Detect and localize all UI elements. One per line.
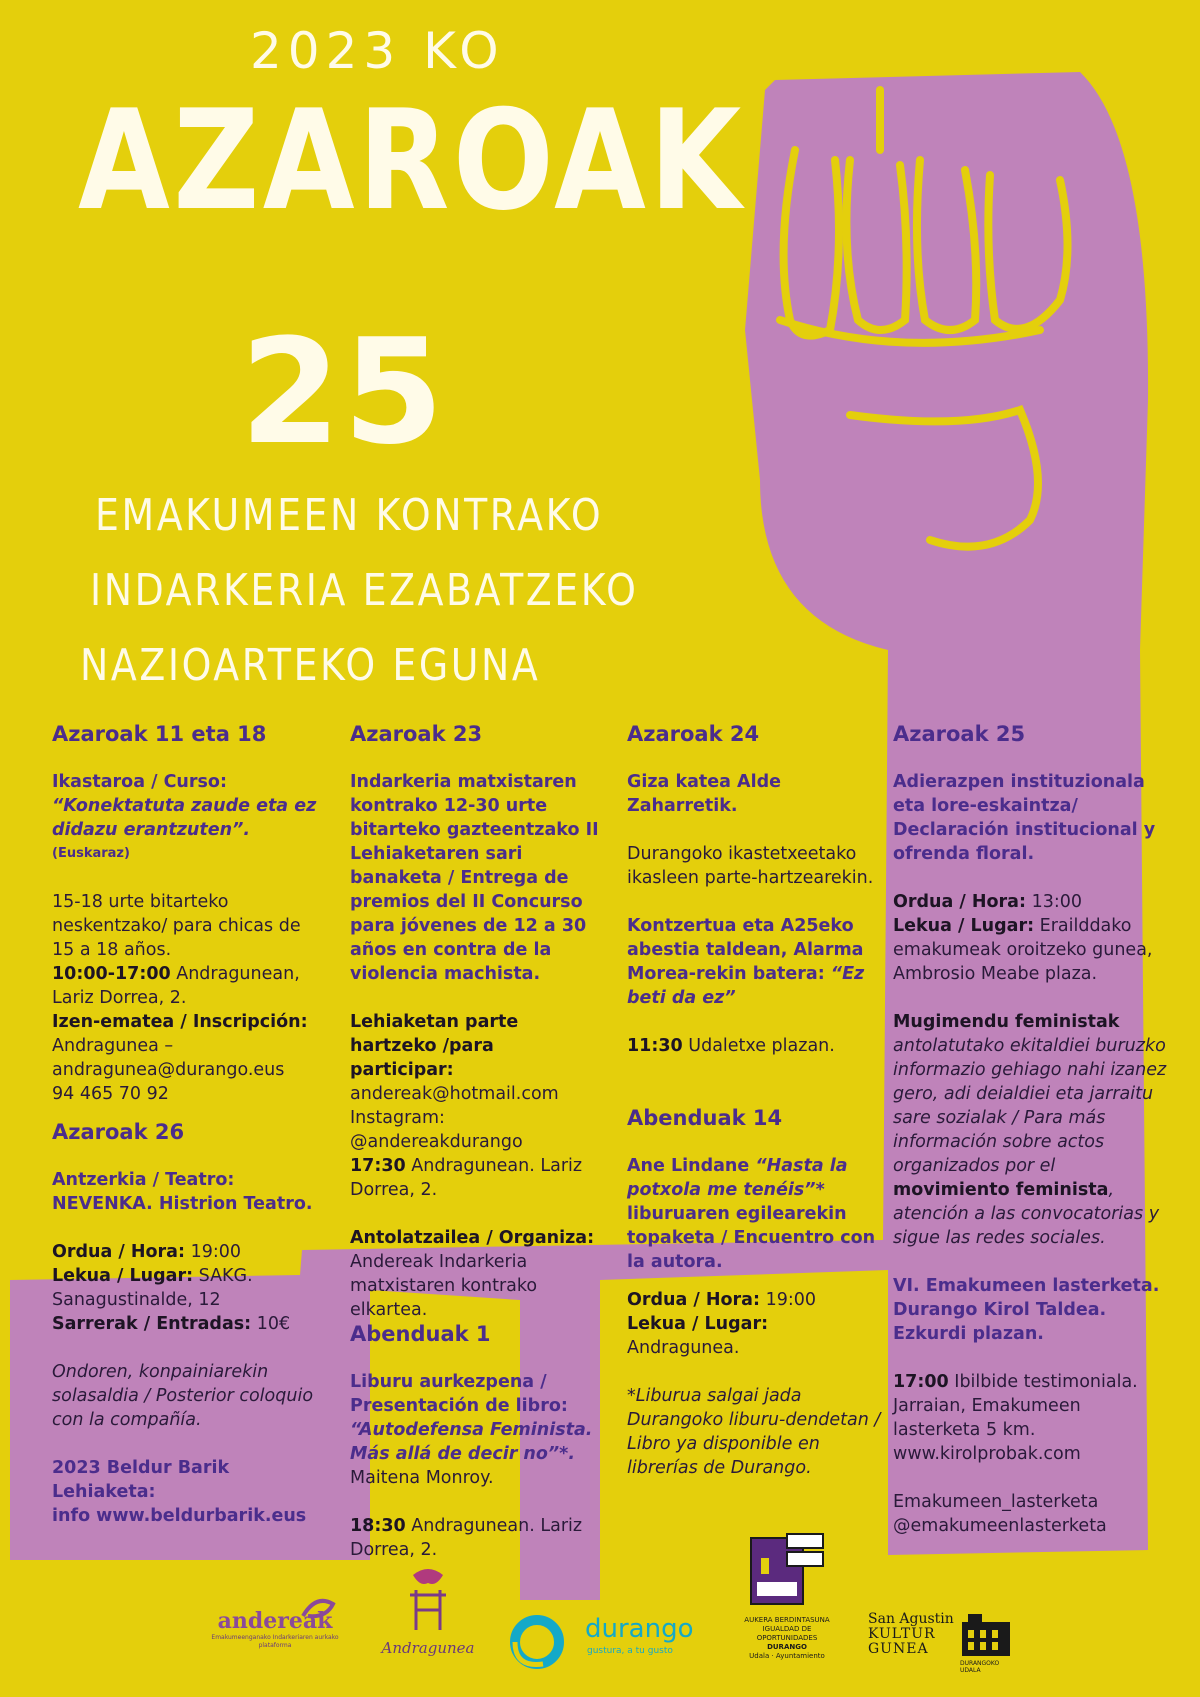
hour-value: 19:00	[760, 1290, 816, 1310]
course-title: “Konektatuta zaude eta ez didazu erantzuten”.	[52, 796, 317, 840]
meet-name: Ane Lindane	[627, 1156, 756, 1176]
course-description: 15-18 urte bitarteko neskentzako/ para chicas de 15 a 18 años.	[52, 892, 301, 960]
race-social-1: Emakumeen_lasterketa	[893, 1492, 1099, 1512]
hour-label: Ordua / Hora:	[52, 1242, 185, 1262]
participate-instagram: Instagram: @andereakdurango	[350, 1108, 523, 1152]
theatre-title: NEVENKA. Histrion Teatro.	[52, 1194, 313, 1214]
race-social-2: @emakumeenlasterketa	[893, 1516, 1107, 1536]
durango-name: durango	[585, 1614, 694, 1644]
course-time: 10:00-17:00	[52, 964, 171, 984]
durango-tagline: gustura, a tu gusto	[587, 1646, 673, 1656]
book-label: Liburu aurkezpena / Presentación de libro:	[350, 1372, 568, 1416]
concert-song: “Ez beti da ez”	[627, 964, 865, 1008]
book-place: Andragunean. Lariz Dorrea, 2.	[350, 1516, 583, 1560]
meet-description: * liburuaren egilearekin topaketa / Encuentro con la autora.	[627, 1180, 876, 1272]
course-language: (Euskaraz)	[52, 846, 130, 861]
andereak-logo	[210, 1608, 340, 1650]
race-description: Ibilbide testimoniala. Jarraian, Emakumeen lasterketa 5 km.	[893, 1372, 1138, 1440]
sakg-line-4: DURANGOKO UDALA	[960, 1660, 1000, 1674]
contest-info: info www.beldurbarik.eus	[52, 1506, 307, 1526]
book-title: “Autodefensa Feminista. Más allá de decir no”*.	[350, 1420, 593, 1464]
andragunea-logo	[378, 1565, 478, 1657]
date-heading: Azaroak 24	[627, 722, 760, 746]
book-time: 18:30	[350, 1516, 406, 1536]
registration-phone: 94 465 70 92	[52, 1084, 169, 1104]
organizer-label: Antolatzailea / Organiza:	[350, 1228, 595, 1248]
place-label: Lekua / Lugar:	[893, 916, 1035, 936]
column-3	[627, 722, 882, 1480]
concert-title: Kontzertua eta A25eko abestia taldean, Alarma Morea-rekin batera:	[627, 916, 864, 984]
hour-label: Ordua / Hora:	[893, 892, 1026, 912]
column-2	[350, 722, 600, 1562]
sakg-logo	[868, 1612, 1018, 1672]
event-place: Andragunean. Lariz Dorrea, 2.	[350, 1156, 583, 1200]
chain-description: Durangoko ikastetxeetako ikasleen parte-hartzearekin.	[627, 844, 874, 888]
tickets-label: Sarrerak / Entradas:	[52, 1314, 252, 1334]
theatre-label: Antzerkia / Teatro:	[52, 1170, 235, 1190]
aukera-line-2: IGUALDAD DE OPORTUNIDADES	[756, 1625, 818, 1642]
event-time: 17:30	[350, 1156, 406, 1176]
book-author: Maitena Monroy.	[350, 1468, 494, 1488]
place-value: Erailddako emakumeak oroitzeko gunea, Ambrosio Meabe plaza.	[893, 916, 1153, 984]
race-time: 17:00	[893, 1372, 949, 1392]
durango-logo	[505, 1610, 695, 1670]
award-text: Indarkeria matxistaren kontrako 12-30 urte bitarteko gazteentzako II Lehiaketaren sari banaketa / Entrega de premios del II Concurso para jóvenes de 12 a 30 años en contra de la violencia machista.	[350, 772, 599, 984]
race-title: VI. Emakumeen lasterketa. Durango Kirol Taldea. Ezkurdi plazan.	[893, 1276, 1160, 1344]
registration-label: Izen-ematea / Inscripción:	[52, 1012, 308, 1032]
course-place: Andragunean, Lariz Dorrea, 2.	[52, 964, 300, 1008]
movement-bold: movimiento feminista	[893, 1180, 1109, 1200]
date-heading: Abenduak 1	[350, 1322, 491, 1346]
date-heading: Azaroak 25	[893, 722, 1026, 746]
book-note: *Liburua salgai jada Durangoko liburu-dendetan / Libro ya disponible en librerías de Durango.	[627, 1386, 881, 1478]
andragunea-name: Andragunea	[381, 1639, 475, 1657]
participate-label: Lehiaketan parte hartzeko /para participar:	[350, 1012, 519, 1080]
hour-value: 13:00	[1026, 892, 1082, 912]
aukera-line-1: AUKERA BERDINTASUNA	[744, 1616, 830, 1624]
movement-label: Mugimendu feministak	[893, 1012, 1120, 1032]
course-label: Ikastaroa / Curso:	[52, 772, 227, 792]
sakg-line-2: KULTUR	[868, 1626, 936, 1642]
subtitle-line-1: EMAKUMEEN KONTRAKO	[95, 490, 604, 541]
movement-text: antolatutako ekitaldiei buruzko informazio gehiago nahi izanez gero, adi deialdiei eta jarraitu sare sozialak / Para más información sobre actos organizados por el	[893, 1036, 1167, 1176]
declaration-title: Adierazpen instituzionala eta lore-eskaintza/ Declaración institucional y ofrenda floral.	[893, 772, 1156, 864]
subtitle-line-3: NAZIOARTEKO EGUNA	[80, 640, 541, 691]
day-number: 25	[240, 308, 446, 477]
place-label: Lekua / Lugar:	[627, 1314, 769, 1334]
sakg-line-3: GUNEA	[868, 1641, 929, 1657]
hour-label: Ordua / Hora:	[627, 1290, 760, 1310]
movement-end: , atención a las convocatorias y sigue las redes sociales.	[893, 1180, 1160, 1248]
registration-info: Andragunea – andragunea@durango.eus	[52, 1036, 285, 1080]
aukera-logo	[742, 1532, 832, 1661]
sakg-building-icon	[958, 1608, 1014, 1660]
participate-email: andereak@hotmail.com	[350, 1084, 559, 1104]
andereak-subtitle: Emakumeenganako Indarkeriaren aurkako plataforma	[211, 1634, 339, 1649]
hour-value: 19:00	[185, 1242, 241, 1262]
concert-place: Udaletxe plazan.	[682, 1036, 835, 1056]
contest-line: 2023 Beldur Barik Lehiaketa:	[52, 1458, 230, 1502]
aukera-line-3: DURANGO	[767, 1643, 807, 1651]
chain-title: Giza katea Alde Zaharretik.	[627, 772, 781, 816]
after-talk: Ondoren, konpainiarekin solasaldia / Posterior coloquio con la compañía.	[52, 1362, 314, 1430]
page-title: AZAROAK	[78, 80, 745, 241]
date-heading: Azaroak 26	[52, 1120, 185, 1144]
andereak-mark-icon	[298, 1594, 338, 1620]
place-value: SAKG. Sanagustinalde, 12	[52, 1266, 253, 1310]
column-1	[52, 722, 320, 1528]
tickets-value: 10€	[251, 1314, 291, 1334]
column-4	[893, 722, 1171, 1538]
andragunea-icon	[398, 1565, 458, 1635]
concert-time: 11:30	[627, 1036, 683, 1056]
coat-of-arms-icon	[747, 1532, 827, 1612]
place-value: Andragunea.	[627, 1338, 740, 1358]
place-label: Lekua / Lugar:	[52, 1266, 194, 1286]
organizer-value: Andereak Indarkeria matxistaren kontrako elkartea.	[350, 1252, 538, 1320]
durango-swirl-icon	[505, 1610, 573, 1670]
date-heading: Azaroak 11 eta 18	[52, 722, 267, 746]
date-heading: Abenduak 14	[627, 1106, 783, 1130]
subtitle-line-2: INDARKERIA EZABATZEKO	[90, 565, 639, 616]
date-heading: Azaroak 23	[350, 722, 483, 746]
meet-book: “Hasta la potxola me tenéis”	[627, 1156, 848, 1200]
aukera-line-4: Udala · Ayuntamiento	[749, 1652, 825, 1660]
andereak-name: andereak	[217, 1608, 333, 1634]
race-website[interactable]: www.kirolprobak.com	[893, 1444, 1081, 1464]
year-label: 2023 KO	[250, 22, 505, 80]
sakg-line-1: San Agustin	[868, 1611, 954, 1627]
